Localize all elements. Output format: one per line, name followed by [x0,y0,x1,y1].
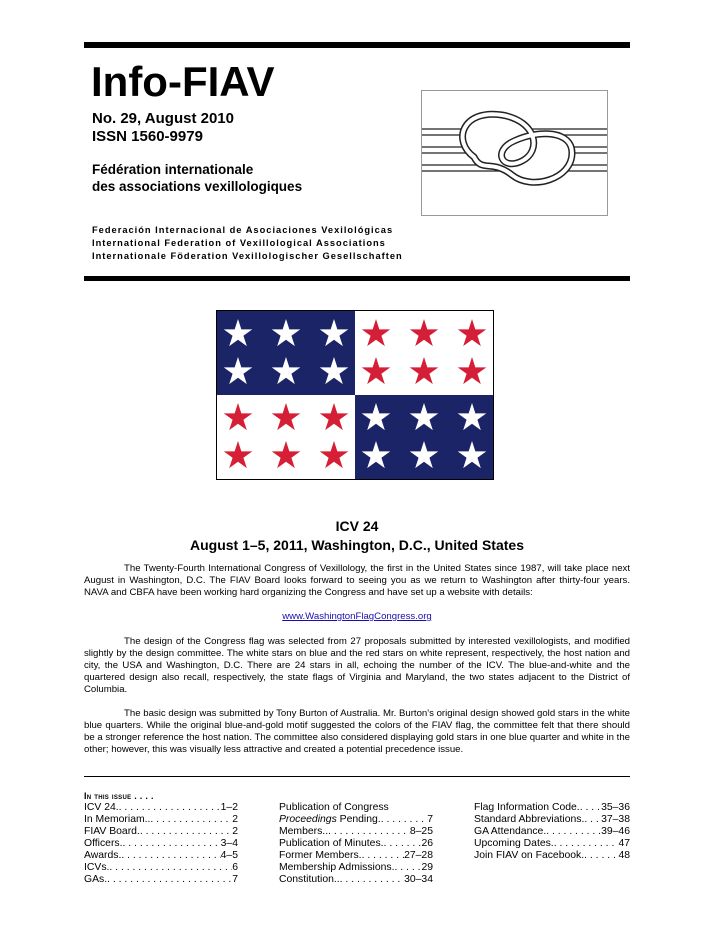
toc-item-label: Publication of Congress [279,802,389,813]
toc-item-label: In Memoriam.. [84,814,151,825]
toc-page-number: 47 [618,838,630,849]
toc-item [84,826,238,838]
toc-item [279,838,433,850]
toc-leader [546,826,601,838]
toc-item-label: Constitution.. [279,874,340,885]
toc-item [84,838,238,850]
paragraph-3: The basic design was submitted by Tony Burton of Australia. Mr. Burton's original design showed gold stars in the white blue quarters. While the original blue-and-gold motif suggested the colors of the FIAV flag, the committee felt that there should be a stronger reference the host nation. The committee also considered displaying gold stars in one blue quarter and white in the other; however, this was visually less attractive and created a potential precedence issue. [84,708,630,755]
fiav-logo [421,90,608,216]
federation-name-fr-2: des associations vexillologiques [92,179,303,194]
toc-page-number: 7 [427,814,433,825]
toc-page-number: 35–36 [601,802,630,813]
toc-item [84,802,238,814]
toc-item-label: Publication of Minutes. [279,838,384,849]
congress-flag [216,310,494,480]
toc-item [474,814,630,826]
toc-page-number: 4–5 [220,850,238,861]
toc-item [474,802,630,814]
toc-leader [107,874,232,886]
toc-item-label: GA Attendance. [474,826,547,837]
toc-item-label: Standard Abbreviations. [474,814,585,825]
fiav-knot-icon [422,91,607,215]
toc-item-label: FIAV Board. [84,826,140,837]
toc-page-number: 2 [232,826,238,837]
toc-page-number: 1–2 [220,802,238,813]
toc-leader [150,814,232,826]
toc-leader [584,814,601,826]
toc-item [474,826,630,838]
toc-leader [584,850,618,862]
toc-item-label: Flag Information Code. [474,802,580,813]
toc-item-label: ICV 24. [84,802,119,813]
toc-item [279,850,433,862]
toc-item [84,874,238,886]
toc-page-number: 26 [421,838,433,849]
paragraph-2: The design of the Congress flag was selected from 27 proposals submitted by interested vexillologists, and modified slightly by the design committee. The white stars on blue and the red stars on white represent, respectively, the host nation and city, the USA and Washington, D.C. There are 24 stars in all, echoing the number of the ICV. The blue-and-white and the quartered design also recall, respectively, the state flags of Virginia and Maryland, the two states adjacent to the District of Columbia. [84,636,630,695]
toc-item [279,814,433,826]
toc-page-number: 37–38 [601,814,630,825]
toc-item [279,874,433,886]
toc-column-1 [84,802,238,886]
toc-leader [381,814,428,826]
toc-column-2 [279,802,433,886]
toc-item [279,862,433,874]
congress-website-link[interactable]: www.WashingtonFlagCongress.org [282,611,432,622]
toc-leader [140,826,232,838]
toc-page-number: 7 [232,874,238,885]
toc-item [84,850,238,862]
toc-page-number: 48 [618,850,630,861]
article-headline: ICV 24 [335,518,379,534]
toc-heading: In this issue . . . . [84,791,154,801]
toc-item-label: Former Members. [279,850,362,861]
toc-item-label: Upcoming Dates. [474,838,554,849]
toc-leader [340,874,404,886]
toc-leader [362,850,405,862]
toc-leader [123,838,221,850]
toc-item-label: GAs. [84,874,108,885]
toc-page-number: 2 [232,814,238,825]
toc-page-number: 3–4 [220,838,238,849]
federation-name-fr-1: Fédération internationale [92,162,254,177]
toc-item-label: Awards. [84,850,122,861]
toc-item [84,814,238,826]
paragraph-1: The Twenty-Fourth International Congress of Vexillology, the first in the United States since 1987, will take place next August in Washington, D.C. The FIAV Board looks forward to seeing you as we return to Washington after thirty-four years. NAVA and CBFA have been working hard organizing the Congress and have set up a website with details: [84,563,630,598]
toc-item [279,802,433,814]
toc-column-3 [474,802,630,862]
toc-item-label: Membership Admissions. [279,862,395,873]
masthead-bottom-rule [84,276,630,281]
toc-page-number: 8–25 [409,826,433,837]
toc-leader [109,862,232,874]
toc-leader [384,838,422,850]
federation-name-de: Internationale Föderation Vexillologischer Gesellschaften [92,251,403,261]
federation-name-es: Federación Internacional de Asociaciones Vexilológicas [92,225,394,235]
masthead-title: Info-FIAV [91,58,275,105]
toc-item [474,838,630,850]
toc-page-number: 6 [232,862,238,873]
toc-page-number: 39–46 [601,826,630,837]
toc-item-label: Proceedings Pending. [279,814,381,825]
toc-leader [580,802,601,814]
top-rule [84,42,630,48]
toc-rule [84,776,630,777]
toc-leader [389,802,433,814]
issn: ISSN 1560-9979 [92,128,203,145]
article-subheadline: August 1–5, 2011, Washington, D.C., United States [190,537,524,553]
toc-leader [119,802,221,814]
toc-item [84,862,238,874]
toc-item-label: Members.. [279,826,329,837]
toc-item-label: ICVs. [84,862,110,873]
toc-page-number: 27–28 [404,850,433,861]
toc-item-label: Join FIAV on Facebook. [474,850,585,861]
issue-number: No. 29, August 2010 [92,110,234,127]
toc-leader [395,862,422,874]
toc-page-number: 29 [421,862,433,873]
toc-leader [328,826,410,838]
toc-leader [554,838,619,850]
toc-item-label: Officers. [84,838,123,849]
federation-name-en: International Federation of Vexillological Associations [92,238,386,248]
toc-leader [121,850,220,862]
toc-page-number: 30–34 [404,874,433,885]
toc-item [279,826,433,838]
toc-item [474,850,630,862]
